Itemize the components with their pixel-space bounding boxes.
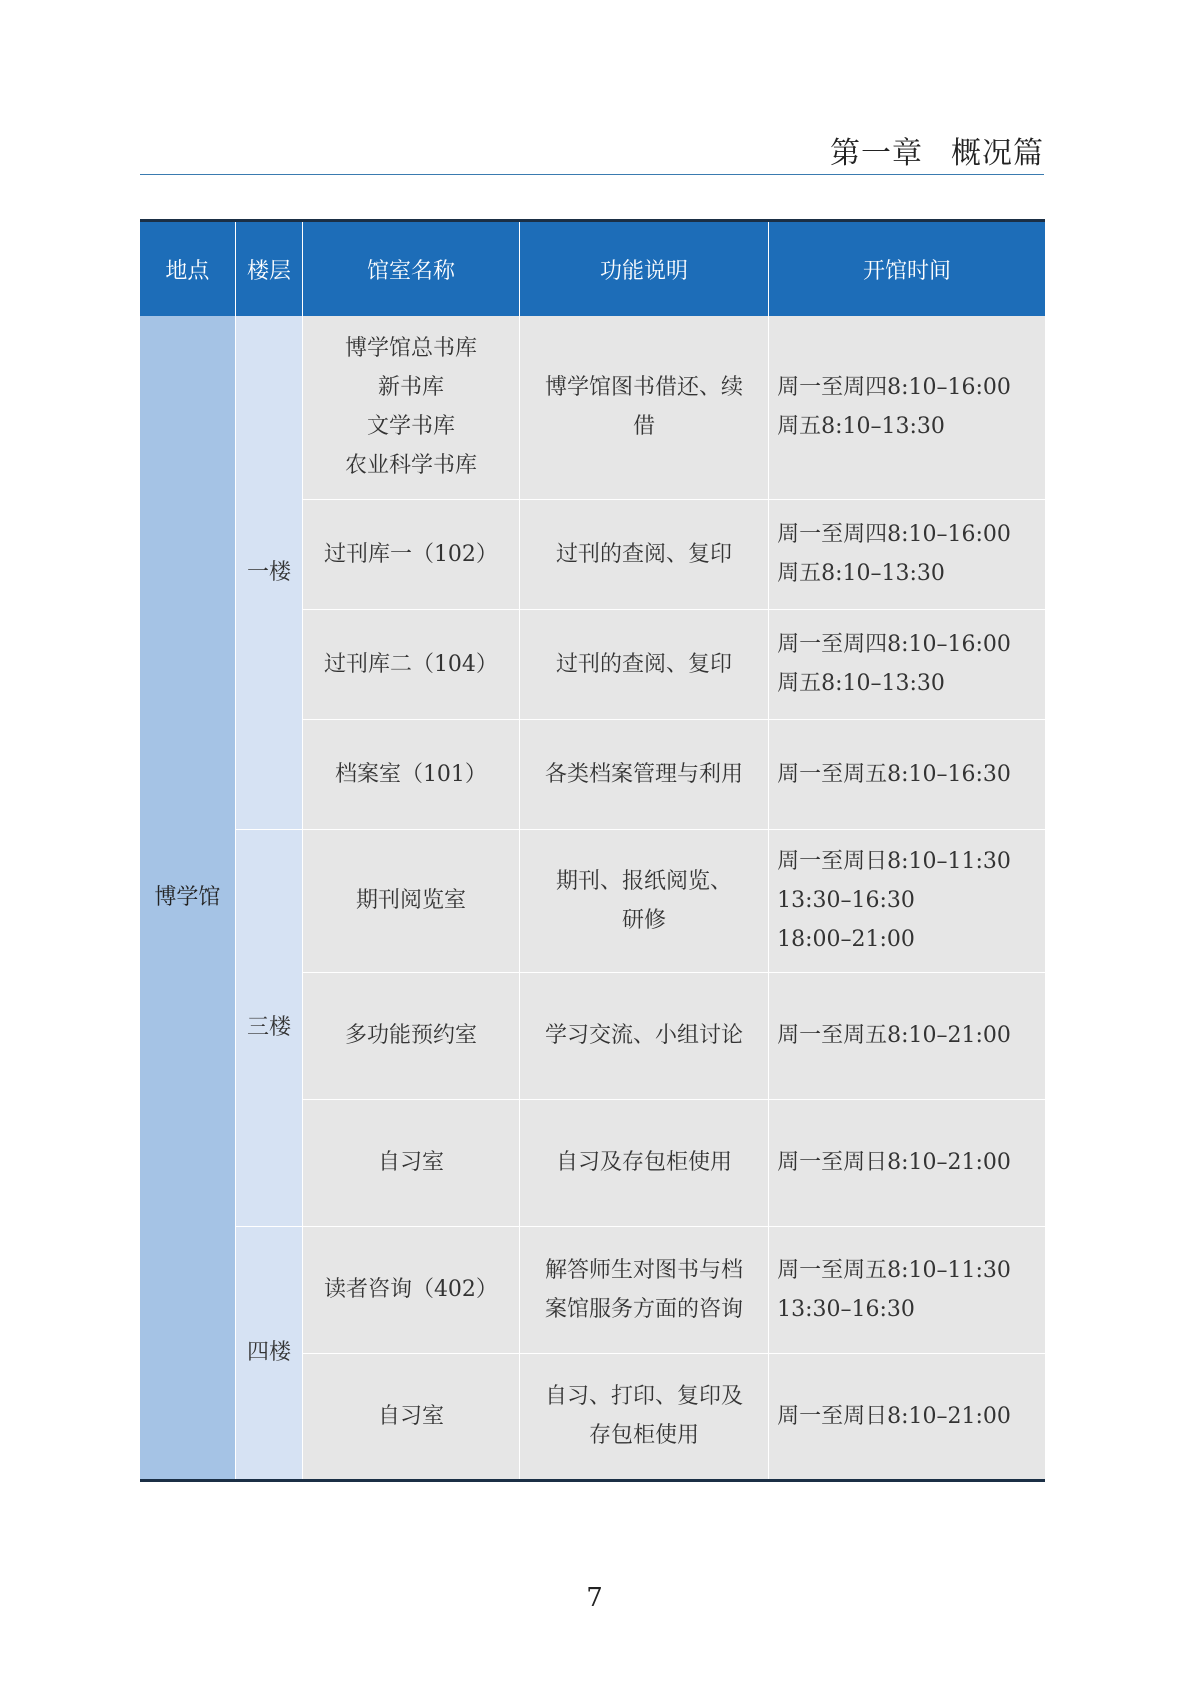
room-name-cell [303, 499, 520, 609]
hours-line: 周一至周日8:10–21:00 [777, 1150, 1011, 1175]
function-line: 过刊的查阅、复印 [555, 541, 732, 567]
room-name-line: 自习室 [377, 1150, 444, 1175]
room-name-line: 过刊库二（104） [323, 651, 498, 677]
hours-cell [769, 972, 1045, 1099]
floor-cell-4f: 四楼 [235, 1226, 302, 1480]
function-line: 博学馆图书借还、续 [544, 375, 743, 401]
room-name-cell [303, 1226, 520, 1353]
hours-line: 18:00–21:00 [777, 927, 915, 952]
hours-line: 周一至周四8:10–16:00 [777, 632, 1011, 657]
room-name-line: 文学书库 [366, 414, 455, 440]
room-name-cell [303, 1353, 520, 1480]
room-name-line: 多功能预约室 [344, 1023, 477, 1048]
hours-line: 周一至周日8:10–21:00 [777, 1403, 1011, 1429]
chapter-title [830, 128, 1044, 172]
function-line: 研修 [621, 907, 666, 933]
hours-line: 周五8:10–13:30 [777, 671, 945, 696]
room-name-line: 博学馆总书库 [344, 336, 477, 362]
page-number: 7 [586, 1583, 603, 1613]
function-cell [519, 609, 768, 719]
function-cell [519, 1099, 768, 1226]
column-header-floor: 楼层 [235, 221, 302, 317]
hours-cell [769, 1353, 1045, 1480]
function-line: 存包柜使用 [588, 1423, 699, 1448]
opening-hours-table [140, 219, 1045, 1482]
function-line: 学习交流、小组讨论 [544, 1023, 743, 1048]
function-line: 借 [632, 414, 655, 440]
hours-cell [769, 499, 1045, 609]
page-header [140, 128, 1044, 175]
function-line: 自习及存包柜使用 [555, 1150, 732, 1175]
room-name-cell [303, 829, 520, 972]
hours-line: 周一至周五8:10–11:30 [777, 1257, 1011, 1283]
room-name-line: 自习室 [377, 1403, 444, 1429]
room-name-line: 新书库 [377, 375, 444, 401]
column-header-room-name: 馆室名称 [303, 221, 520, 317]
function-cell [519, 829, 768, 972]
function-line: 过刊的查阅、复印 [555, 651, 732, 677]
section-label: 概况篇 [951, 136, 1044, 171]
function-cell [519, 499, 768, 609]
hours-cell [769, 829, 1045, 972]
hours-line: 13:30–16:30 [777, 888, 915, 913]
function-line: 案馆服务方面的咨询 [544, 1296, 743, 1322]
room-name-cell [303, 719, 520, 829]
column-header-opening-hours: 开馆时间 [769, 221, 1045, 317]
chapter-label: 第一章 [830, 136, 923, 171]
hours-cell [769, 719, 1045, 829]
function-line: 各类档案管理与利用 [544, 761, 743, 787]
room-name-line: 农业科学书库 [344, 453, 477, 479]
column-header-function: 功能说明 [519, 221, 768, 317]
room-name-cell [303, 1099, 520, 1226]
function-cell [519, 972, 768, 1099]
hours-cell [769, 316, 1045, 499]
room-name-cell [303, 972, 520, 1099]
table-header-row [140, 221, 1045, 317]
room-name-line: 读者咨询（402） [323, 1277, 498, 1302]
function-line: 期刊、报纸阅览、 [555, 868, 732, 894]
room-name-line: 期刊阅览室 [355, 888, 466, 913]
floor-cell-3f: 三楼 [235, 829, 302, 1226]
hours-cell [769, 609, 1045, 719]
hours-line: 周一至周四8:10–16:00 [777, 522, 1011, 547]
function-line: 解答师生对图书与档 [544, 1257, 743, 1283]
hours-line: 周一至周日8:10–11:30 [777, 849, 1011, 874]
place-cell: 博学馆 [140, 316, 235, 1480]
hours-line: 13:30–16:30 [777, 1296, 915, 1322]
table-row [140, 1226, 1045, 1353]
room-name-line: 过刊库一（102） [323, 541, 498, 567]
hours-line: 周一至周五8:10–16:30 [777, 761, 1011, 787]
hours-line: 周五8:10–13:30 [777, 414, 945, 440]
function-cell [519, 719, 768, 829]
function-cell [519, 316, 768, 499]
room-name-cell [303, 316, 520, 499]
function-line: 自习、打印、复印及 [544, 1384, 743, 1409]
table-row [140, 829, 1045, 972]
floor-cell-1f: 一楼 [235, 316, 302, 829]
hours-line: 周一至周四8:10–16:00 [777, 375, 1011, 401]
table-row [140, 316, 1045, 499]
room-name-line: 档案室（101） [334, 761, 487, 787]
function-cell [519, 1353, 768, 1480]
hours-line: 周五8:10–13:30 [777, 561, 945, 586]
function-cell [519, 1226, 768, 1353]
column-header-place: 地点 [140, 221, 235, 317]
hours-cell [769, 1099, 1045, 1226]
hours-line: 周一至周五8:10–21:00 [777, 1023, 1011, 1048]
hours-cell [769, 1226, 1045, 1353]
room-name-cell [303, 609, 520, 719]
